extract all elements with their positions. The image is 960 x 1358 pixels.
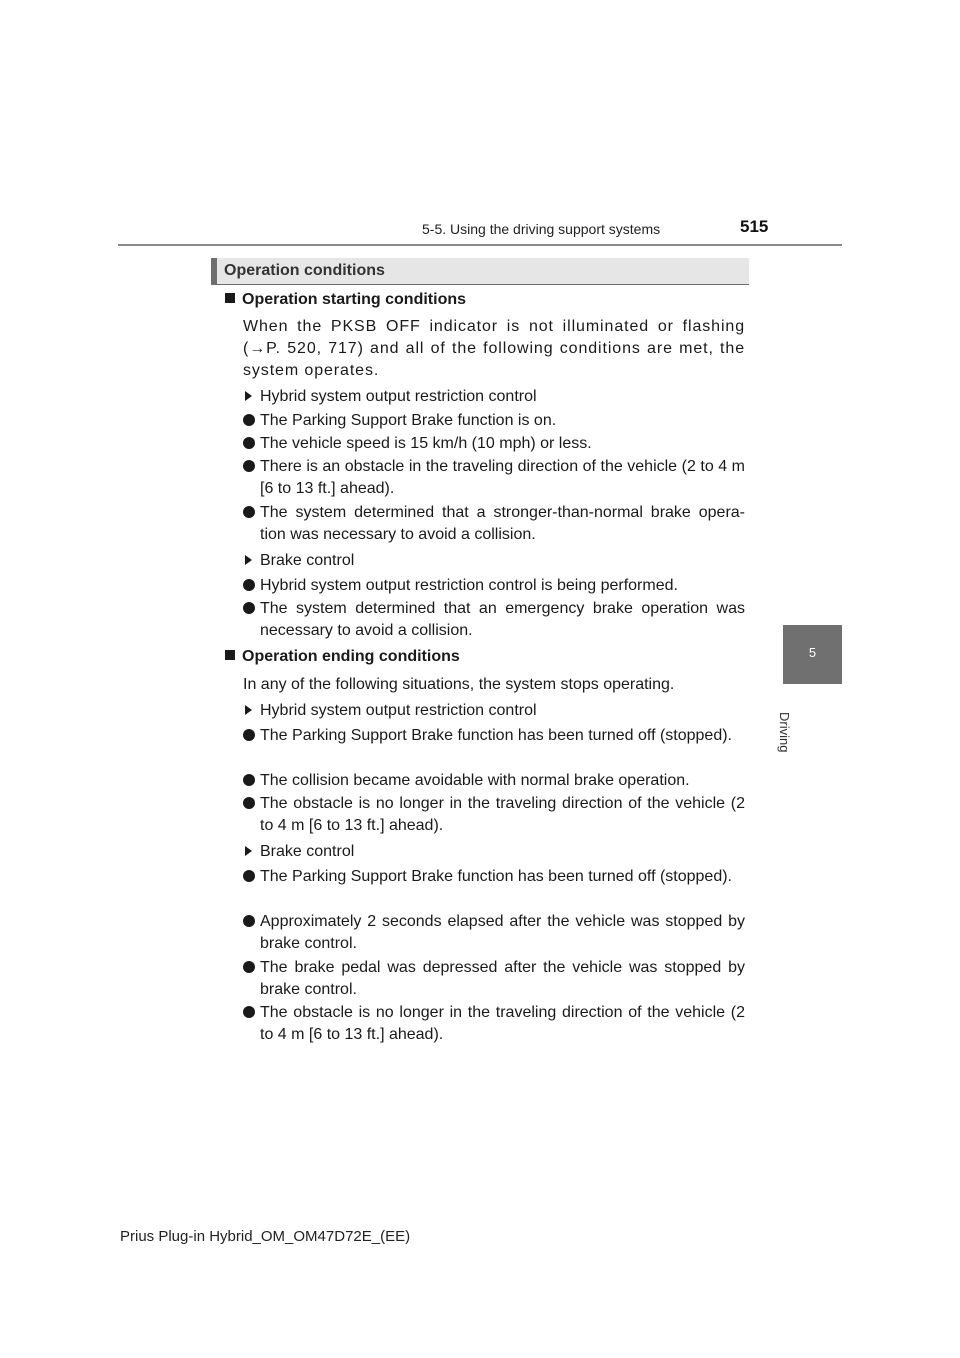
section-title: Operation conditions [224, 262, 385, 279]
bullet-dot-icon [243, 437, 255, 449]
bullet-dot-icon [243, 797, 255, 809]
list-item: The Parking Support Brake function has been turned off (stopped). [243, 866, 745, 888]
ending-group-1-title: Hybrid system output restriction control [245, 702, 537, 720]
header-divider [118, 244, 842, 246]
square-bullet-icon [225, 293, 235, 303]
bullet-dot-icon [243, 915, 255, 927]
chapter-tab [783, 625, 842, 684]
bullet-dot-icon [243, 870, 255, 882]
starting-heading-text: Operation starting conditions [242, 291, 467, 308]
list-item: The brake pedal was depressed after the vehicle was stopped by brake control. [243, 957, 745, 1001]
list-item: The obstacle is no longer in the traveling direction of the vehicle (2 to 4 m [6 to 13 ft.] ahead). [243, 1002, 745, 1046]
list-item: The collision became avoidable with normal brake operation. [243, 770, 745, 792]
list-item: The Parking Support Brake function is on. [243, 410, 745, 432]
ending-heading-text: Operation ending conditions [242, 648, 460, 665]
bullet-dot-icon [243, 506, 255, 518]
starting-intro: When the PKSB OFF indicator is not illuminated or flashing (→P. 520, 717) and all of the following conditions are met, the system operates. [243, 318, 745, 379]
list-item: There is an obstacle in the traveling direction of the vehicle (2 to 4 m [6 to 13 ft.] ahead). [243, 456, 745, 500]
chapter-number: 5 [808, 645, 817, 660]
bullet-dot-icon [243, 602, 255, 614]
triangle-bullet-icon [245, 391, 252, 401]
bullet-dot-icon [243, 774, 255, 786]
bullet-dot-icon [243, 729, 255, 741]
list-item: The Parking Support Brake function has been turned off (stopped). [243, 725, 745, 747]
square-bullet-icon [225, 650, 235, 660]
ending-intro: In any of the following situations, the system stops operating. [243, 676, 675, 693]
ending-group-2-title: Brake control [245, 843, 354, 861]
bullet-dot-icon [243, 460, 255, 472]
bullet-dot-icon [243, 579, 255, 591]
list-item: The vehicle speed is 15 km/h (10 mph) or less. [243, 433, 745, 455]
starting-group-2-title: Brake control [245, 552, 354, 570]
title-accent-bar [211, 258, 217, 284]
starting-heading [225, 291, 466, 309]
triangle-bullet-icon [245, 846, 252, 856]
ending-heading [225, 648, 460, 666]
section-title-bar [211, 258, 749, 285]
chapter-label: Driving [777, 712, 792, 753]
list-item: The obstacle is no longer in the traveling direction of the vehicle (2 to 4 m [6 to 13 ft.] ahead). [243, 793, 745, 837]
page-number: 515 [740, 217, 769, 236]
list-item: Approximately 2 seconds elapsed after the vehicle was stopped by brake control. [243, 911, 745, 955]
bullet-dot-icon [243, 1006, 255, 1018]
triangle-bullet-icon [245, 705, 252, 715]
starting-group-1-title: Hybrid system output restriction control [245, 388, 537, 406]
bullet-dot-icon [243, 961, 255, 973]
list-item: The system determined that an emergency brake operation was necessary to avoid a collision. [243, 598, 745, 642]
list-item: Hybrid system output restriction control is being performed. [243, 575, 745, 597]
header-section-title: 5-5. Using the driving support systems [422, 221, 661, 237]
triangle-bullet-icon [245, 555, 252, 565]
list-item: The system determined that a stronger-than-normal brake opera-tion was necessary to avoid a collision. [243, 502, 745, 546]
bullet-dot-icon [243, 414, 255, 426]
document-footer: Prius Plug-in Hybrid_OM_OM47D72E_(EE) [120, 1228, 411, 1245]
